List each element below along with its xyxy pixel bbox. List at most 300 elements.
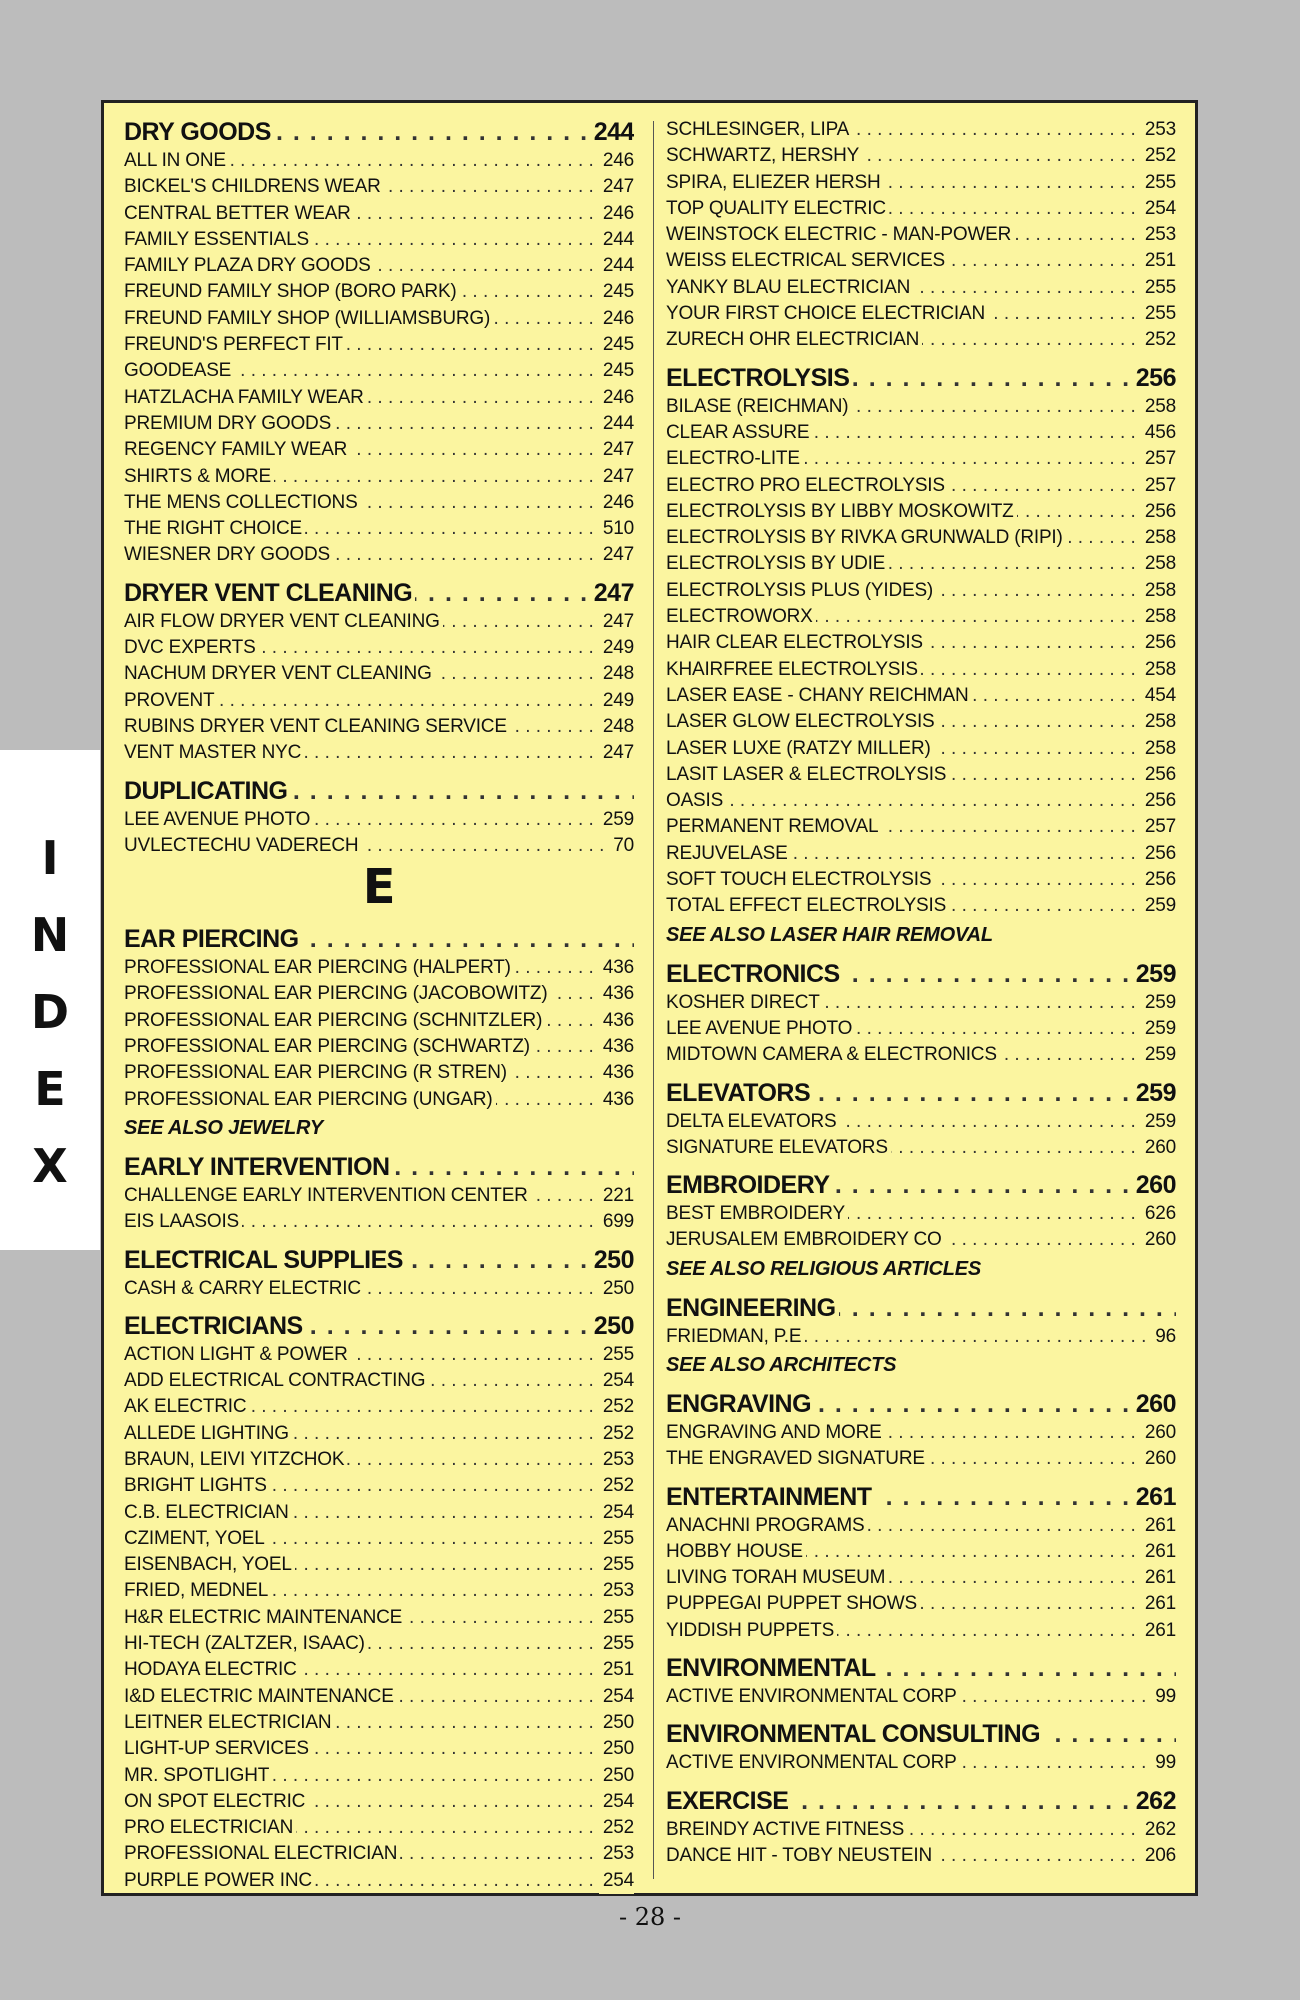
page-ref: 256 [1141, 867, 1176, 893]
page-ref: 254 [1141, 196, 1176, 222]
entry-name: LASER GLOW ELECTROLYSIS [666, 711, 938, 732]
index-entry [666, 1109, 1176, 1135]
index-entry [124, 1657, 634, 1683]
entry-name: HATZLACHA FAMILY WEAR [124, 387, 367, 408]
index-entry [124, 740, 634, 766]
entry-name: WIESNER DRY GOODS [124, 544, 333, 565]
index-entry [666, 867, 1176, 893]
category-name: EMBROIDERY [666, 1171, 833, 1199]
page-ref: 699 [599, 1209, 634, 1235]
index-entry [124, 332, 634, 358]
page-ref: 258 [1141, 525, 1176, 551]
page-ref: 259 [1141, 990, 1176, 1016]
page-ref: 206 [1141, 1843, 1176, 1869]
index-entry [124, 1736, 634, 1762]
entry-name: WEISS ELECTRICAL SERVICES [666, 250, 948, 271]
page-ref: 250 [599, 1763, 634, 1789]
index-entry [666, 1227, 1176, 1253]
page-ref: 250 [590, 1311, 634, 1342]
category-heading [124, 1245, 634, 1276]
page-ref: 252 [599, 1815, 634, 1841]
entry-name: I&D ELECTRIC MAINTENANCE [124, 1686, 397, 1707]
category-name: ENTERTAINMENT [666, 1483, 875, 1511]
page-ref: 96 [1151, 1324, 1176, 1350]
index-entry [666, 1843, 1176, 1869]
index-entry [666, 170, 1176, 196]
entry-name: LIVING TORAH MUSEUM [666, 1567, 888, 1588]
page-ref: 246 [599, 306, 634, 332]
index-entry [124, 1034, 634, 1060]
page-ref: 260 [1141, 1446, 1176, 1472]
entry-name: JERUSALEM EMBROIDERY CO [666, 1229, 945, 1250]
entry-name: CLEAR ASSURE [666, 422, 812, 443]
entry-name: ADD ELECTRICAL CONTRACTING [124, 1370, 428, 1391]
index-entry [124, 201, 634, 227]
index-entry [666, 551, 1176, 577]
entry-name: THE MENS COLLECTIONS [124, 492, 361, 513]
entry-name: WEINSTOCK ELECTRIC - MAN-POWER [666, 224, 1014, 245]
entry-name: MIDTOWN CAMERA & ELECTRONICS [666, 1044, 1000, 1065]
index-entry [124, 1473, 634, 1499]
page-ref: 99 [1151, 1750, 1176, 1776]
page-ref: 436 [599, 1087, 634, 1113]
entry-name: ELECTROLYSIS BY UDIE [666, 553, 888, 574]
page-ref: 258 [1141, 578, 1176, 604]
page-ref: 252 [599, 1473, 634, 1499]
index-entry [124, 714, 634, 740]
page-ref: 255 [1141, 275, 1176, 301]
page-ref: 244 [590, 117, 634, 148]
page-ref: 261 [1141, 1539, 1176, 1565]
entry-name: UVLECTECHU VADERECH [124, 835, 361, 856]
page-ref: 245 [599, 332, 634, 358]
entry-name: PROFESSIONAL EAR PIERCING (SCHWARTZ) [124, 1036, 533, 1057]
page-ref: 253 [599, 1447, 634, 1473]
entry-name: CASH & CARRY ELECTRIC [124, 1278, 364, 1299]
entry-name: TOTAL EFFECT ELECTROLYSIS [666, 895, 949, 916]
entry-name: HI-TECH (ZALTZER, ISAAC) [124, 1633, 368, 1654]
index-entry [124, 464, 634, 490]
index-entry [666, 762, 1176, 788]
page-ref: 254 [599, 1684, 634, 1710]
entry-name: BRIGHT LIGHTS [124, 1475, 270, 1496]
index-entry [666, 473, 1176, 499]
index-entry [666, 196, 1176, 222]
entry-name: HAIR CLEAR ELECTROLYSIS [666, 632, 926, 653]
see-also-note: SEE ALSO JEWELRY [124, 1116, 324, 1139]
page-ref: 258 [1141, 709, 1176, 735]
page-ref: 256 [1141, 630, 1176, 656]
index-entry [124, 1008, 634, 1034]
page-ref: 510 [599, 516, 634, 542]
index-entry [124, 1368, 634, 1394]
index-entry [124, 1841, 634, 1867]
page-ref: 250 [590, 1245, 634, 1276]
entry-name: OASIS [666, 790, 726, 811]
entry-name: PROVENT [124, 690, 217, 711]
see-also-note: SEE ALSO ARCHITECTS [666, 1353, 897, 1376]
entry-name: KHAIRFREE ELECTROLYSIS [666, 659, 921, 680]
category-heading [124, 1311, 634, 1342]
page-ref: 247 [599, 609, 634, 635]
entry-name: ELECTRO PRO ELECTROLYSIS [666, 475, 948, 496]
index-entry [666, 222, 1176, 248]
index-entry [666, 788, 1176, 814]
page-ref: 248 [599, 714, 634, 740]
index-entry [124, 411, 634, 437]
page-number: - 28 - [618, 1903, 681, 1931]
index-entry [124, 1605, 634, 1631]
entry-name: YIDDISH PUPPETS [666, 1620, 837, 1641]
entry-name: FAMILY ESSENTIALS [124, 229, 312, 250]
index-entry [124, 807, 634, 833]
entry-name: REGENCY FAMILY WEAR [124, 439, 350, 460]
page-ref: 247 [599, 437, 634, 463]
page-ref: 259 [1141, 1109, 1176, 1135]
entry-name: REJUVELASE [666, 843, 791, 864]
entry-name: LASER LUXE (RATZY MILLER) [666, 738, 934, 759]
category-heading [666, 1293, 1176, 1324]
see-also-note: SEE ALSO RELIGIOUS ARTICLES [666, 1257, 982, 1280]
page-ref: 262 [1132, 1786, 1176, 1817]
page-ref: 255 [599, 1605, 634, 1631]
index-entry [124, 661, 634, 687]
entry-name: PROFESSIONAL ELECTRICIAN [124, 1843, 400, 1864]
page-ref: 245 [599, 279, 634, 305]
category-name: ELECTRICAL SUPPLIES [124, 1246, 406, 1274]
index-entry [666, 1420, 1176, 1446]
page-ref: 259 [1141, 1042, 1176, 1068]
entry-name: CHALLENGE EARLY INTERVENTION CENTER [124, 1185, 531, 1206]
entry-name: PURPLE POWER INC [124, 1870, 315, 1891]
entry-name: C.B. ELECTRICIAN [124, 1502, 292, 1523]
category-name: EXERCISE [666, 1787, 791, 1815]
index-entry [124, 358, 634, 384]
page-ref: 436 [599, 1008, 634, 1034]
page-ref: 256 [1141, 499, 1176, 525]
index-entry [124, 1631, 634, 1657]
index-entry [666, 630, 1176, 656]
index-entry [124, 1421, 634, 1447]
entry-name: SPIRA, ELIEZER HERSH [666, 172, 884, 193]
entry-name: FRIED, MEDNEL [124, 1580, 271, 1601]
index-entry [666, 117, 1176, 143]
page-ref: 246 [599, 385, 634, 411]
category-name: ELECTRONICS [666, 960, 843, 988]
category-name: DRYER VENT CLEANING [124, 579, 415, 607]
page-ref: 261 [1141, 1565, 1176, 1591]
column-divider [653, 121, 654, 1879]
index-entry [666, 657, 1176, 683]
entry-name: PROFESSIONAL EAR PIERCING (UNGAR) [124, 1089, 496, 1110]
entry-name: SCHWARTZ, HERSHY [666, 145, 862, 166]
entry-name: ELECTROLYSIS BY LIBBY MOSKOWITZ [666, 501, 1017, 522]
page-ref: 258 [1141, 736, 1176, 762]
category-heading [124, 578, 634, 609]
index-entry [666, 1817, 1176, 1843]
index-entry [666, 1539, 1176, 1565]
left-column [124, 117, 634, 1894]
page-ref: 256 [1141, 762, 1176, 788]
page-ref: 255 [599, 1552, 634, 1578]
category-heading [124, 924, 634, 955]
entry-name: PROFESSIONAL EAR PIERCING (SCHNITZLER) [124, 1010, 545, 1031]
category-heading [666, 1170, 1176, 1201]
index-entry [124, 306, 634, 332]
entry-name: ACTIVE ENVIRONMENTAL CORP [666, 1686, 960, 1707]
page-ref: 259 [1141, 893, 1176, 919]
entry-name: ACTION LIGHT & POWER [124, 1344, 351, 1365]
entry-name: LEE AVENUE PHOTO [666, 1018, 855, 1039]
entry-name: DVC EXPERTS [124, 637, 259, 658]
index-entry [666, 736, 1176, 762]
page-ref: 436 [599, 981, 634, 1007]
entry-name: SHIRTS & MORE [124, 466, 274, 487]
page-ref: 626 [1141, 1201, 1176, 1227]
entry-name: YANKY BLAU ELECTRICIAN [666, 277, 913, 298]
index-entry [666, 1201, 1176, 1227]
page-ref: 256 [1141, 788, 1176, 814]
entry-name: LEE AVENUE PHOTO [124, 809, 313, 830]
entry-name: LIGHT-UP SERVICES [124, 1738, 312, 1759]
page-ref: 261 [1132, 1482, 1176, 1513]
page-ref: 253 [599, 1578, 634, 1604]
page-ref: 456 [1141, 420, 1176, 446]
index-entry [124, 981, 634, 1007]
dot-leader [666, 788, 1176, 814]
page-ref: 247 [599, 464, 634, 490]
page-ref: 252 [599, 1421, 634, 1447]
side-letter: N [30, 908, 70, 962]
page-ref: 245 [599, 358, 634, 384]
page-ref: 262 [1141, 1817, 1176, 1843]
index-entry [124, 1868, 634, 1894]
index-entry [124, 148, 634, 174]
index-entry [124, 1684, 634, 1710]
index-entry [666, 327, 1176, 353]
page-ref: 260 [1141, 1135, 1176, 1161]
category-name: EAR PIERCING [124, 925, 302, 953]
index-entry [124, 635, 634, 661]
index-entry [666, 1618, 1176, 1644]
entry-name: ELECTROLYSIS PLUS (YIDES) [666, 580, 936, 601]
index-entry [124, 1815, 634, 1841]
index-entry [666, 248, 1176, 274]
page-ref: 255 [1141, 301, 1176, 327]
entry-name: PRO ELECTRICIAN [124, 1817, 296, 1838]
index-entry [124, 955, 634, 981]
entry-name: ACTIVE ENVIRONMENTAL CORP [666, 1752, 960, 1773]
category-name: ELECTROLYSIS [666, 364, 852, 392]
page-ref: 259 [1132, 959, 1176, 990]
page-ref: 250 [599, 1276, 634, 1302]
index-entry [666, 683, 1176, 709]
entry-name: ELECTROLYSIS BY RIVKA GRUNWALD (RIPI) [666, 527, 1066, 548]
page-ref: 258 [1141, 657, 1176, 683]
entry-name: PREMIUM DRY GOODS [124, 413, 334, 434]
index-entry [124, 516, 634, 542]
entry-name: EIS LAASOIS [124, 1211, 242, 1232]
entry-name: PROFESSIONAL EAR PIERCING (HALPERT) [124, 957, 514, 978]
entry-name: FREUND FAMILY SHOP (BORO PARK) [124, 281, 460, 302]
page-ref: 260 [1141, 1227, 1176, 1253]
entry-name: CENTRAL BETTER WEAR [124, 203, 354, 224]
entry-name: EISENBACH, YOEL [124, 1554, 295, 1575]
index-entry [666, 143, 1176, 169]
index-entry [124, 1342, 634, 1368]
category-name: ENVIRONMENTAL [666, 1654, 879, 1682]
index-page-box [101, 100, 1198, 1896]
index-entry [666, 1513, 1176, 1539]
page-ref: 249 [599, 635, 634, 661]
entry-name: DELTA ELEVATORS [666, 1111, 840, 1132]
page-ref: 247 [590, 578, 634, 609]
entry-name: BREINDY ACTIVE FITNESS [666, 1819, 907, 1840]
category-name: DRY GOODS [124, 118, 274, 146]
entry-name: AIR FLOW DRYER VENT CLEANING [124, 611, 443, 632]
index-entry [666, 1684, 1176, 1710]
entry-name: ALL IN ONE [124, 150, 229, 171]
page-ref: 99 [1151, 1684, 1176, 1710]
page-ref: 261 [1141, 1618, 1176, 1644]
page-ref: 244 [599, 227, 634, 253]
page-ref: 246 [599, 201, 634, 227]
index-entry [666, 394, 1176, 420]
entry-name: SIGNATURE ELEVATORS [666, 1137, 891, 1158]
category-heading [666, 959, 1176, 990]
entry-name: RUBINS DRYER VENT CLEANING SERVICE [124, 716, 510, 737]
index-entry [124, 1209, 634, 1235]
entry-name: CZIMENT, YOEL [124, 1528, 268, 1549]
entry-name: FREUND FAMILY SHOP (WILLIAMSBURG) [124, 308, 493, 329]
entry-name: PROFESSIONAL EAR PIERCING (R STREN) [124, 1062, 510, 1083]
index-entry [124, 1060, 634, 1086]
page-ref: 436 [599, 1034, 634, 1060]
entry-name: LEITNER ELECTRICIAN [124, 1712, 334, 1733]
page-ref: 253 [599, 1841, 634, 1867]
entry-name: ENGRAVING AND MORE [666, 1422, 885, 1443]
side-letter: I [41, 831, 59, 885]
entry-name: ELECTRO-LITE [666, 448, 803, 469]
category-heading [666, 1389, 1176, 1420]
page-ref: 250 [599, 1710, 634, 1736]
page-ref: 258 [1141, 604, 1176, 630]
page-ref: 257 [1141, 473, 1176, 499]
entry-name: DANCE HIT - TOBY NEUSTEIN [666, 1845, 935, 1866]
index-entry [666, 1591, 1176, 1617]
page-ref: 247 [599, 740, 634, 766]
index-entry [124, 227, 634, 253]
category-heading [666, 1653, 1176, 1684]
index-entry [666, 499, 1176, 525]
page-ref: 261 [1141, 1513, 1176, 1539]
index-entry [666, 1135, 1176, 1161]
entry-name: PUPPEGAI PUPPET SHOWS [666, 1593, 920, 1614]
entry-name: ALLEDE LIGHTING [124, 1423, 292, 1444]
index-entry [666, 1565, 1176, 1591]
entry-name: MR. SPOTLIGHT [124, 1765, 272, 1786]
index-entry [124, 1710, 634, 1736]
index-entry [124, 385, 634, 411]
category-heading [124, 776, 634, 807]
entry-name: NACHUM DRYER VENT CLEANING [124, 663, 435, 684]
page-ref: 253 [1141, 222, 1176, 248]
index-entry [124, 1526, 634, 1552]
page-ref: 247 [599, 542, 634, 568]
right-column [666, 117, 1176, 1869]
index-entry [124, 833, 634, 859]
page-ref: 259 [599, 807, 634, 833]
category-name: ELEVATORS [666, 1079, 813, 1107]
entry-name: KOSHER DIRECT [666, 992, 823, 1013]
page-ref: 254 [599, 1368, 634, 1394]
category-heading [124, 117, 634, 148]
page-ref: 255 [599, 1342, 634, 1368]
entry-name: BRAUN, LEIVI YITZCHOK [124, 1449, 347, 1470]
entry-name: GOODEASE [124, 360, 234, 381]
index-entry [124, 174, 634, 200]
index-entry [666, 1446, 1176, 1472]
category-heading [666, 1078, 1176, 1109]
index-entry [124, 253, 634, 279]
index-entry [124, 1789, 634, 1815]
page-ref: 260 [1141, 1420, 1176, 1446]
page-ref: 252 [1141, 327, 1176, 353]
page-ref: 436 [599, 1060, 634, 1086]
entry-name: FAMILY PLAZA DRY GOODS [124, 255, 374, 276]
index-entry [124, 1552, 634, 1578]
index-entry [124, 1276, 634, 1302]
entry-name: BILASE (REICHMAN) [666, 396, 851, 417]
page-ref: 257 [1141, 446, 1176, 472]
index-entry [666, 841, 1176, 867]
index-entry [666, 420, 1176, 446]
section-letter: E [362, 859, 396, 916]
entry-name: VENT MASTER NYC [124, 742, 304, 763]
entry-name: BEST EMBROIDERY [666, 1203, 848, 1224]
category-heading [124, 1152, 634, 1183]
page-ref: 246 [599, 490, 634, 516]
index-entry [124, 1087, 634, 1113]
index-entry [666, 578, 1176, 604]
entry-name: THE RIGHT CHOICE [124, 518, 305, 539]
page-ref: 260 [1132, 1389, 1176, 1420]
entry-name: SOFT TOUCH ELECTROLYSIS [666, 869, 934, 890]
page-ref: 252 [599, 1394, 634, 1420]
page-ref: 255 [1141, 170, 1176, 196]
index-entry [666, 1324, 1176, 1350]
index-entry [124, 609, 634, 635]
entry-name: LASIT LASER & ELECTROLYSIS [666, 764, 949, 785]
page-ref: 261 [1141, 1591, 1176, 1617]
category-name: DUPLICATING [124, 777, 290, 805]
entry-name: HODAYA ELECTRIC [124, 1659, 300, 1680]
index-entry [666, 1750, 1176, 1776]
category-heading [666, 1482, 1176, 1513]
index-entry [124, 1183, 634, 1209]
category-heading [666, 363, 1176, 394]
index-entry [124, 1763, 634, 1789]
index-entry [124, 279, 634, 305]
page-ref: 244 [599, 253, 634, 279]
category-name: ENGRAVING [666, 1390, 814, 1418]
index-entry [666, 446, 1176, 472]
see-also-note: SEE ALSO LASER HAIR REMOVAL [666, 923, 993, 946]
index-entry [124, 437, 634, 463]
index-entry [666, 301, 1176, 327]
entry-name: ELECTROWORX [666, 606, 816, 627]
entry-name: TOP QUALITY ELECTRIC [666, 198, 889, 219]
